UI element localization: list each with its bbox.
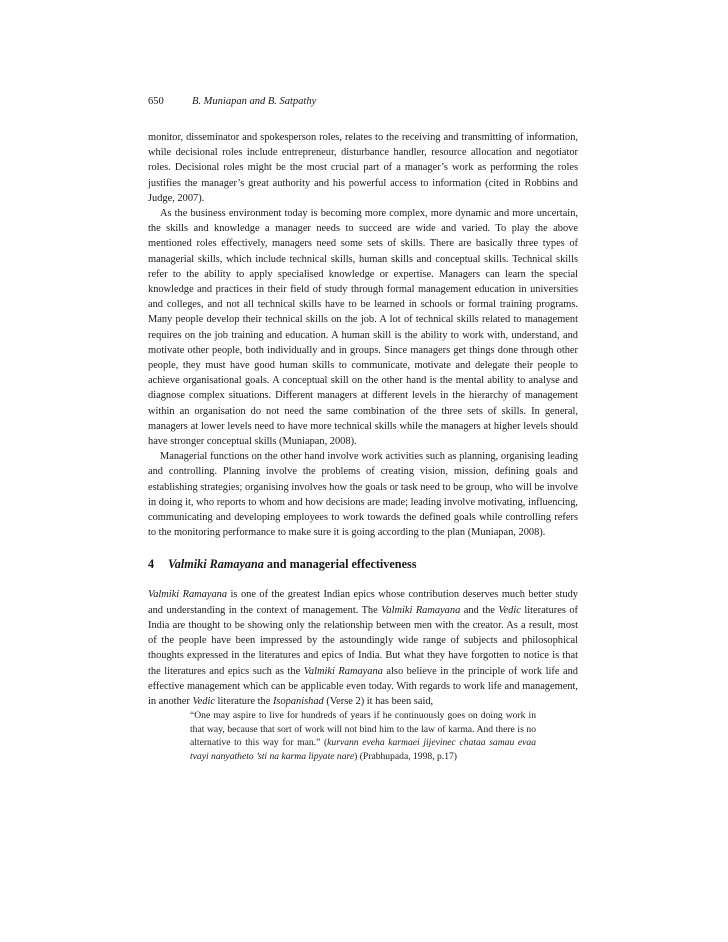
- page-number: 650: [148, 96, 164, 107]
- text-segment: literature the: [214, 695, 273, 707]
- section-number: 4: [148, 557, 155, 572]
- text-segment: and the: [460, 604, 499, 616]
- quote-citation: ) (Prabhupada, 1998, p.17): [354, 750, 457, 762]
- paragraph-valmiki-ramayana: [148, 587, 578, 709]
- text-segment: (Verse 2) it has been said,: [323, 695, 434, 707]
- section-title-italic: Valmiki Ramayana: [168, 557, 264, 572]
- paragraph-managerial-roles: monitor, disseminator and spokesperson roles, relates to the receiving and transmitting of information, while decisional roles include entrepreneur, disturbance handler, resource allocation and negotiator roles. Decisional roles might be the most crucial part of a manager’s work as performing the roles justifies the manager’s great authority and his powerful access to information (cited in Robbins and Judge, 2007).: [148, 132, 578, 204]
- text-segment: Isopanishad: [272, 695, 324, 707]
- quote-sanskrit: kurvann eveha karmaei jijevinec chataa samau evaa tvayi nanyatheto ’sti na karma lipyate nare: [190, 737, 536, 762]
- section-title-rest: and managerial effectiveness: [263, 557, 417, 572]
- paragraph-managerial-skills: As the business environment today is becoming more complex, more dynamic and more uncertain, the skills and knowledge a manager needs to succeed are wide and varied. To play the above mentioned roles effectively, managers need some sets of skills. There are basically three types of managerial skills, which include technical skills, human skills and conceptual skills. Technical skills refer to the ability to apply specialised knowledge or expertise. Managers can learn the special knowledge and practices in their field of study through formal management education in universities and colleges, and not all technical skills have to be learned in schools or formal training programs. Many people develop their technical skills on the job. A lot of technical skills related to management requires on the job training and education. A human skill is the ability to work with, understand, and motivate other people, both individually and in groups. Since managers get things done through other people, they must have good human skills to communicate, motivate and delegate their people to achieve organisational goals. A conceptual skill on the other hand is the mental ability to analyse and diagnose complex situations. Different managers at different levels in the hierarchy of management within an organisation do not need the same combination of the three sets of skills. In general, managers at lower levels need to have more technical skills while the managers at higher levels should have stronger conceptual skills (Muniapan, 2008).: [148, 208, 578, 448]
- block-quote-isopanishad: [190, 709, 536, 763]
- text-segment: Valmiki Ramayana: [148, 589, 228, 601]
- text-segment: Vedic: [498, 604, 521, 616]
- section-heading: [148, 556, 578, 572]
- running-header: [148, 95, 578, 109]
- text-segment: Valmiki Ramayana: [303, 665, 383, 677]
- text-segment: literatures of India are thought to be showing only the relationship between men with the creator. As a result, most of the people have been impressed by the astoundingly wide range of subjects and philosophical thoughts expressed in the literatures and epics of India. But what they have forgotten to notice is that the literatures and epics such as the: [148, 604, 578, 677]
- text-segment: Valmiki Ramayana: [381, 604, 461, 616]
- paragraph-managerial-functions: Managerial functions on the other hand involve work activities such as planning, organising leading and controlling. Planning involve the problems of creating vision, mission, defining goals and establishing strategies; organising involves how the goals or task need to be group, who will be involve in doing it, who reports to whom and how decisions are made; leading involve motivating, influencing, communicating and developing employees to work towards the defined goals while controlling refers to the monitoring performance to make sure it is going according to the plan (Muniapan, 2008).: [148, 451, 578, 539]
- text-segment: is one of the greatest Indian epics whose contribution deserves much better study and understanding in the context of management. The: [148, 589, 579, 616]
- quote-segment: “One may aspire to live for hundreds of years if he continuously goes on doing work in that way, because that sort of work will not bind him to the law of karma. And there is no alternative to this way for man.” (: [190, 710, 536, 749]
- text-segment: Vedic: [192, 695, 215, 707]
- running-head-authors: B. Muniapan and B. Satpathy: [192, 96, 317, 107]
- page-content: [148, 95, 578, 763]
- text-segment: also believe in the principle of work life and effective management which can be applicable even today. With regards to work life and management, in another: [148, 665, 578, 707]
